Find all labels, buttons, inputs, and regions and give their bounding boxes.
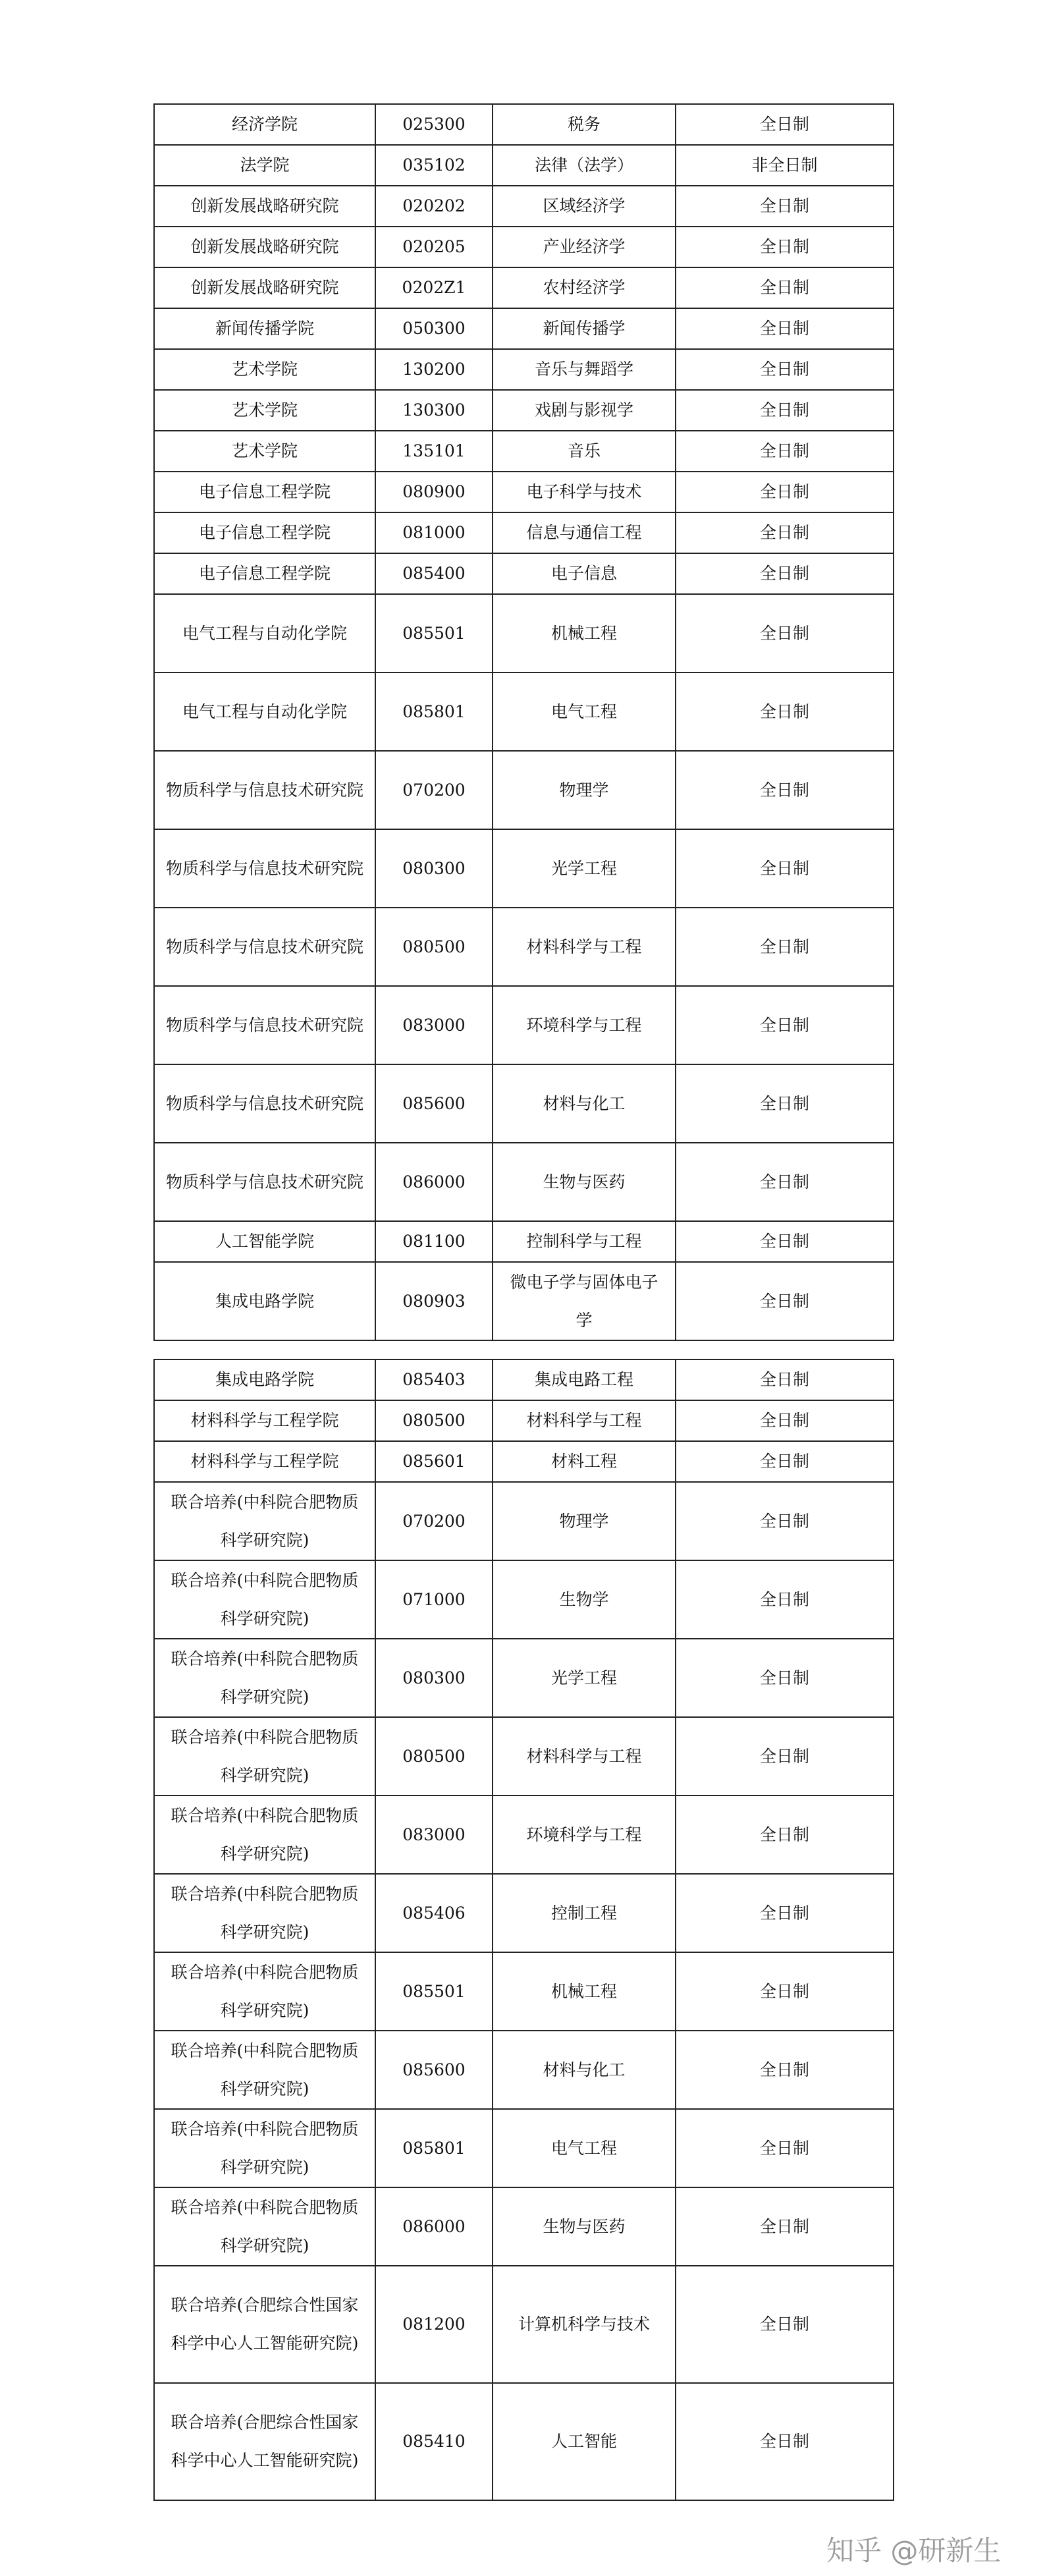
table-row: [154, 349, 894, 390]
table-row: [154, 2266, 894, 2383]
study-mode-cell: 全日制: [676, 1441, 894, 1482]
table-row: [154, 1400, 894, 1441]
table-row: [154, 908, 894, 986]
study-mode-cell: 全日制: [676, 553, 894, 594]
college-cell: 创新发展战略研究院: [154, 267, 375, 308]
table-row: [154, 751, 894, 829]
code-cell: 083000: [375, 1795, 493, 1874]
major-cell: 机械工程: [493, 1952, 676, 2031]
major-cell: 生物与医药: [493, 1143, 676, 1221]
college-cell: 联合培养(中科院合肥物质科学研究院): [154, 2187, 375, 2266]
study-mode-cell: 全日制: [676, 1221, 894, 1262]
code-cell: 085801: [375, 2109, 493, 2187]
major-cell: 材料工程: [493, 1441, 676, 1482]
table-row: [154, 145, 894, 186]
study-mode-cell: 全日制: [676, 1560, 894, 1639]
major-cell: 电气工程: [493, 672, 676, 751]
major-cell: 机械工程: [493, 594, 676, 672]
study-mode-cell: 全日制: [676, 1952, 894, 2031]
study-mode-cell: 全日制: [676, 227, 894, 267]
study-mode-cell: 全日制: [676, 908, 894, 986]
code-cell: 071000: [375, 1560, 493, 1639]
major-cell: 电子科学与技术: [493, 472, 676, 512]
major-cell: 信息与通信工程: [493, 512, 676, 553]
code-cell: 086000: [375, 1143, 493, 1221]
code-cell: 085410: [375, 2383, 493, 2500]
study-mode-cell: 全日制: [676, 512, 894, 553]
table-row: [154, 1359, 894, 1400]
study-mode-cell: 全日制: [676, 431, 894, 472]
code-cell: 083000: [375, 986, 493, 1064]
major-cell: 光学工程: [493, 1639, 676, 1717]
code-cell: 130300: [375, 390, 493, 431]
code-cell: 080500: [375, 908, 493, 986]
table-row: [154, 104, 894, 145]
code-cell: 080903: [375, 1262, 493, 1340]
college-cell: 联合培养(合肥综合性国家科学中心人工智能研究院): [154, 2266, 375, 2383]
study-mode-cell: 全日制: [676, 751, 894, 829]
table-row: [154, 1143, 894, 1221]
table-row: [154, 672, 894, 751]
college-cell: 联合培养(中科院合肥物质科学研究院): [154, 2031, 375, 2109]
college-cell: 联合培养(中科院合肥物质科学研究院): [154, 2109, 375, 2187]
college-cell: 法学院: [154, 145, 375, 186]
college-cell: 创新发展战略研究院: [154, 227, 375, 267]
program-table-2-body: [154, 1359, 894, 2500]
table-row: [154, 1221, 894, 1262]
table-row: [154, 2383, 894, 2500]
study-mode-cell: 全日制: [676, 2266, 894, 2383]
major-cell: 材料与化工: [493, 1064, 676, 1143]
table-row: [154, 553, 894, 594]
study-mode-cell: 全日制: [676, 1143, 894, 1221]
study-mode-cell: 全日制: [676, 1639, 894, 1717]
college-cell: 创新发展战略研究院: [154, 186, 375, 227]
study-mode-cell: 全日制: [676, 472, 894, 512]
study-mode-cell: 全日制: [676, 390, 894, 431]
college-cell: 联合培养(中科院合肥物质科学研究院): [154, 1874, 375, 1952]
code-cell: 130200: [375, 349, 493, 390]
code-cell: 080500: [375, 1717, 493, 1795]
major-cell: 物理学: [493, 1482, 676, 1560]
study-mode-cell: 全日制: [676, 672, 894, 751]
college-cell: 联合培养(中科院合肥物质科学研究院): [154, 1717, 375, 1795]
college-cell: 物质科学与信息技术研究院: [154, 986, 375, 1064]
table-row: [154, 1874, 894, 1952]
code-cell: 135101: [375, 431, 493, 472]
code-cell: 085801: [375, 672, 493, 751]
college-cell: 物质科学与信息技术研究院: [154, 829, 375, 908]
study-mode-cell: 全日制: [676, 1717, 894, 1795]
table-row: [154, 1262, 894, 1340]
college-cell: 经济学院: [154, 104, 375, 145]
college-cell: 艺术学院: [154, 349, 375, 390]
major-cell: 微电子学与固体电子学: [493, 1262, 676, 1340]
major-cell: 环境科学与工程: [493, 1795, 676, 1874]
college-cell: 联合培养(中科院合肥物质科学研究院): [154, 1560, 375, 1639]
table-row: [154, 1482, 894, 1560]
study-mode-cell: 全日制: [676, 104, 894, 145]
code-cell: 085600: [375, 2031, 493, 2109]
study-mode-cell: 全日制: [676, 2031, 894, 2109]
college-cell: 集成电路学院: [154, 1262, 375, 1340]
study-mode-cell: 全日制: [676, 2383, 894, 2500]
table-row: [154, 986, 894, 1064]
major-cell: 农村经济学: [493, 267, 676, 308]
table-row: [154, 1441, 894, 1482]
table-row: [154, 1795, 894, 1874]
college-cell: 电气工程与自动化学院: [154, 594, 375, 672]
table-row: [154, 594, 894, 672]
table-row: [154, 829, 894, 908]
college-cell: 联合培养(中科院合肥物质科学研究院): [154, 1482, 375, 1560]
program-table-1-body: [154, 104, 894, 1340]
major-cell: 控制科学与工程: [493, 1221, 676, 1262]
college-cell: 物质科学与信息技术研究院: [154, 1143, 375, 1221]
code-cell: 080300: [375, 1639, 493, 1717]
study-mode-cell: 全日制: [676, 594, 894, 672]
study-mode-cell: 全日制: [676, 2109, 894, 2187]
code-cell: 086000: [375, 2187, 493, 2266]
major-cell: 区域经济学: [493, 186, 676, 227]
table-row: [154, 186, 894, 227]
college-cell: 物质科学与信息技术研究院: [154, 1064, 375, 1143]
table-row: [154, 2109, 894, 2187]
major-cell: 计算机科学与技术: [493, 2266, 676, 2383]
table-row: [154, 431, 894, 472]
code-cell: 080300: [375, 829, 493, 908]
major-cell: 材料科学与工程: [493, 1717, 676, 1795]
college-cell: 人工智能学院: [154, 1221, 375, 1262]
college-cell: 物质科学与信息技术研究院: [154, 751, 375, 829]
study-mode-cell: 全日制: [676, 1359, 894, 1400]
major-cell: 材料科学与工程: [493, 908, 676, 986]
code-cell: 085406: [375, 1874, 493, 1952]
code-cell: 080900: [375, 472, 493, 512]
table-row: [154, 1717, 894, 1795]
study-mode-cell: 全日制: [676, 829, 894, 908]
major-cell: 材料科学与工程: [493, 1400, 676, 1441]
major-cell: 戏剧与影视学: [493, 390, 676, 431]
major-cell: 集成电路工程: [493, 1359, 676, 1400]
table-row: [154, 227, 894, 267]
table-row: [154, 267, 894, 308]
major-cell: 物理学: [493, 751, 676, 829]
college-cell: 联合培养(中科院合肥物质科学研究院): [154, 1639, 375, 1717]
college-cell: 材料科学与工程学院: [154, 1441, 375, 1482]
table-row: [154, 2031, 894, 2109]
code-cell: 0202Z1: [375, 267, 493, 308]
code-cell: 080500: [375, 1400, 493, 1441]
study-mode-cell: 全日制: [676, 308, 894, 349]
study-mode-cell: 全日制: [676, 1064, 894, 1143]
study-mode-cell: 全日制: [676, 1482, 894, 1560]
table-row: [154, 512, 894, 553]
major-cell: 税务: [493, 104, 676, 145]
code-cell: 025300: [375, 104, 493, 145]
major-cell: 法律（法学）: [493, 145, 676, 186]
code-cell: 085600: [375, 1064, 493, 1143]
study-mode-cell: 全日制: [676, 2187, 894, 2266]
code-cell: 085403: [375, 1359, 493, 1400]
college-cell: 联合培养(中科院合肥物质科学研究院): [154, 1952, 375, 2031]
major-cell: 产业经济学: [493, 227, 676, 267]
table-row: [154, 472, 894, 512]
code-cell: 081000: [375, 512, 493, 553]
table-row: [154, 1064, 894, 1143]
college-cell: 集成电路学院: [154, 1359, 375, 1400]
major-cell: 音乐: [493, 431, 676, 472]
college-cell: 电子信息工程学院: [154, 553, 375, 594]
major-cell: 电子信息: [493, 553, 676, 594]
table-row: [154, 308, 894, 349]
major-cell: 材料与化工: [493, 2031, 676, 2109]
table-row: [154, 1639, 894, 1717]
college-cell: 电气工程与自动化学院: [154, 672, 375, 751]
major-cell: 控制工程: [493, 1874, 676, 1952]
study-mode-cell: 全日制: [676, 1400, 894, 1441]
college-cell: 材料科学与工程学院: [154, 1400, 375, 1441]
college-cell: 电子信息工程学院: [154, 512, 375, 553]
code-cell: 085501: [375, 594, 493, 672]
study-mode-cell: 全日制: [676, 349, 894, 390]
code-cell: 081200: [375, 2266, 493, 2383]
code-cell: 035102: [375, 145, 493, 186]
college-cell: 联合培养(中科院合肥物质科学研究院): [154, 1795, 375, 1874]
code-cell: 050300: [375, 308, 493, 349]
study-mode-cell: 全日制: [676, 267, 894, 308]
code-cell: 085400: [375, 553, 493, 594]
major-cell: 人工智能: [493, 2383, 676, 2500]
code-cell: 070200: [375, 751, 493, 829]
major-cell: 生物学: [493, 1560, 676, 1639]
college-cell: 物质科学与信息技术研究院: [154, 908, 375, 986]
study-mode-cell: 全日制: [676, 1795, 894, 1874]
study-mode-cell: 非全日制: [676, 145, 894, 186]
major-cell: 环境科学与工程: [493, 986, 676, 1064]
college-cell: 电子信息工程学院: [154, 472, 375, 512]
college-cell: 艺术学院: [154, 431, 375, 472]
major-cell: 音乐与舞蹈学: [493, 349, 676, 390]
program-table-1: [153, 103, 894, 1341]
college-cell: 艺术学院: [154, 390, 375, 431]
code-cell: 020202: [375, 186, 493, 227]
zhihu-watermark: 知乎 @研新生: [826, 2535, 1002, 2567]
study-mode-cell: 全日制: [676, 186, 894, 227]
code-cell: 081100: [375, 1221, 493, 1262]
code-cell: 020205: [375, 227, 493, 267]
table-row: [154, 1560, 894, 1639]
table-row: [154, 390, 894, 431]
major-cell: 光学工程: [493, 829, 676, 908]
major-cell: 电气工程: [493, 2109, 676, 2187]
code-cell: 085601: [375, 1441, 493, 1482]
college-cell: 联合培养(合肥综合性国家科学中心人工智能研究院): [154, 2383, 375, 2500]
major-cell: 生物与医药: [493, 2187, 676, 2266]
program-table-2: [153, 1359, 894, 2501]
code-cell: 085501: [375, 1952, 493, 2031]
table-row: [154, 2187, 894, 2266]
study-mode-cell: 全日制: [676, 1874, 894, 1952]
table-row: [154, 1952, 894, 2031]
study-mode-cell: 全日制: [676, 986, 894, 1064]
study-mode-cell: 全日制: [676, 1262, 894, 1340]
major-cell: 新闻传播学: [493, 308, 676, 349]
college-cell: 新闻传播学院: [154, 308, 375, 349]
code-cell: 070200: [375, 1482, 493, 1560]
